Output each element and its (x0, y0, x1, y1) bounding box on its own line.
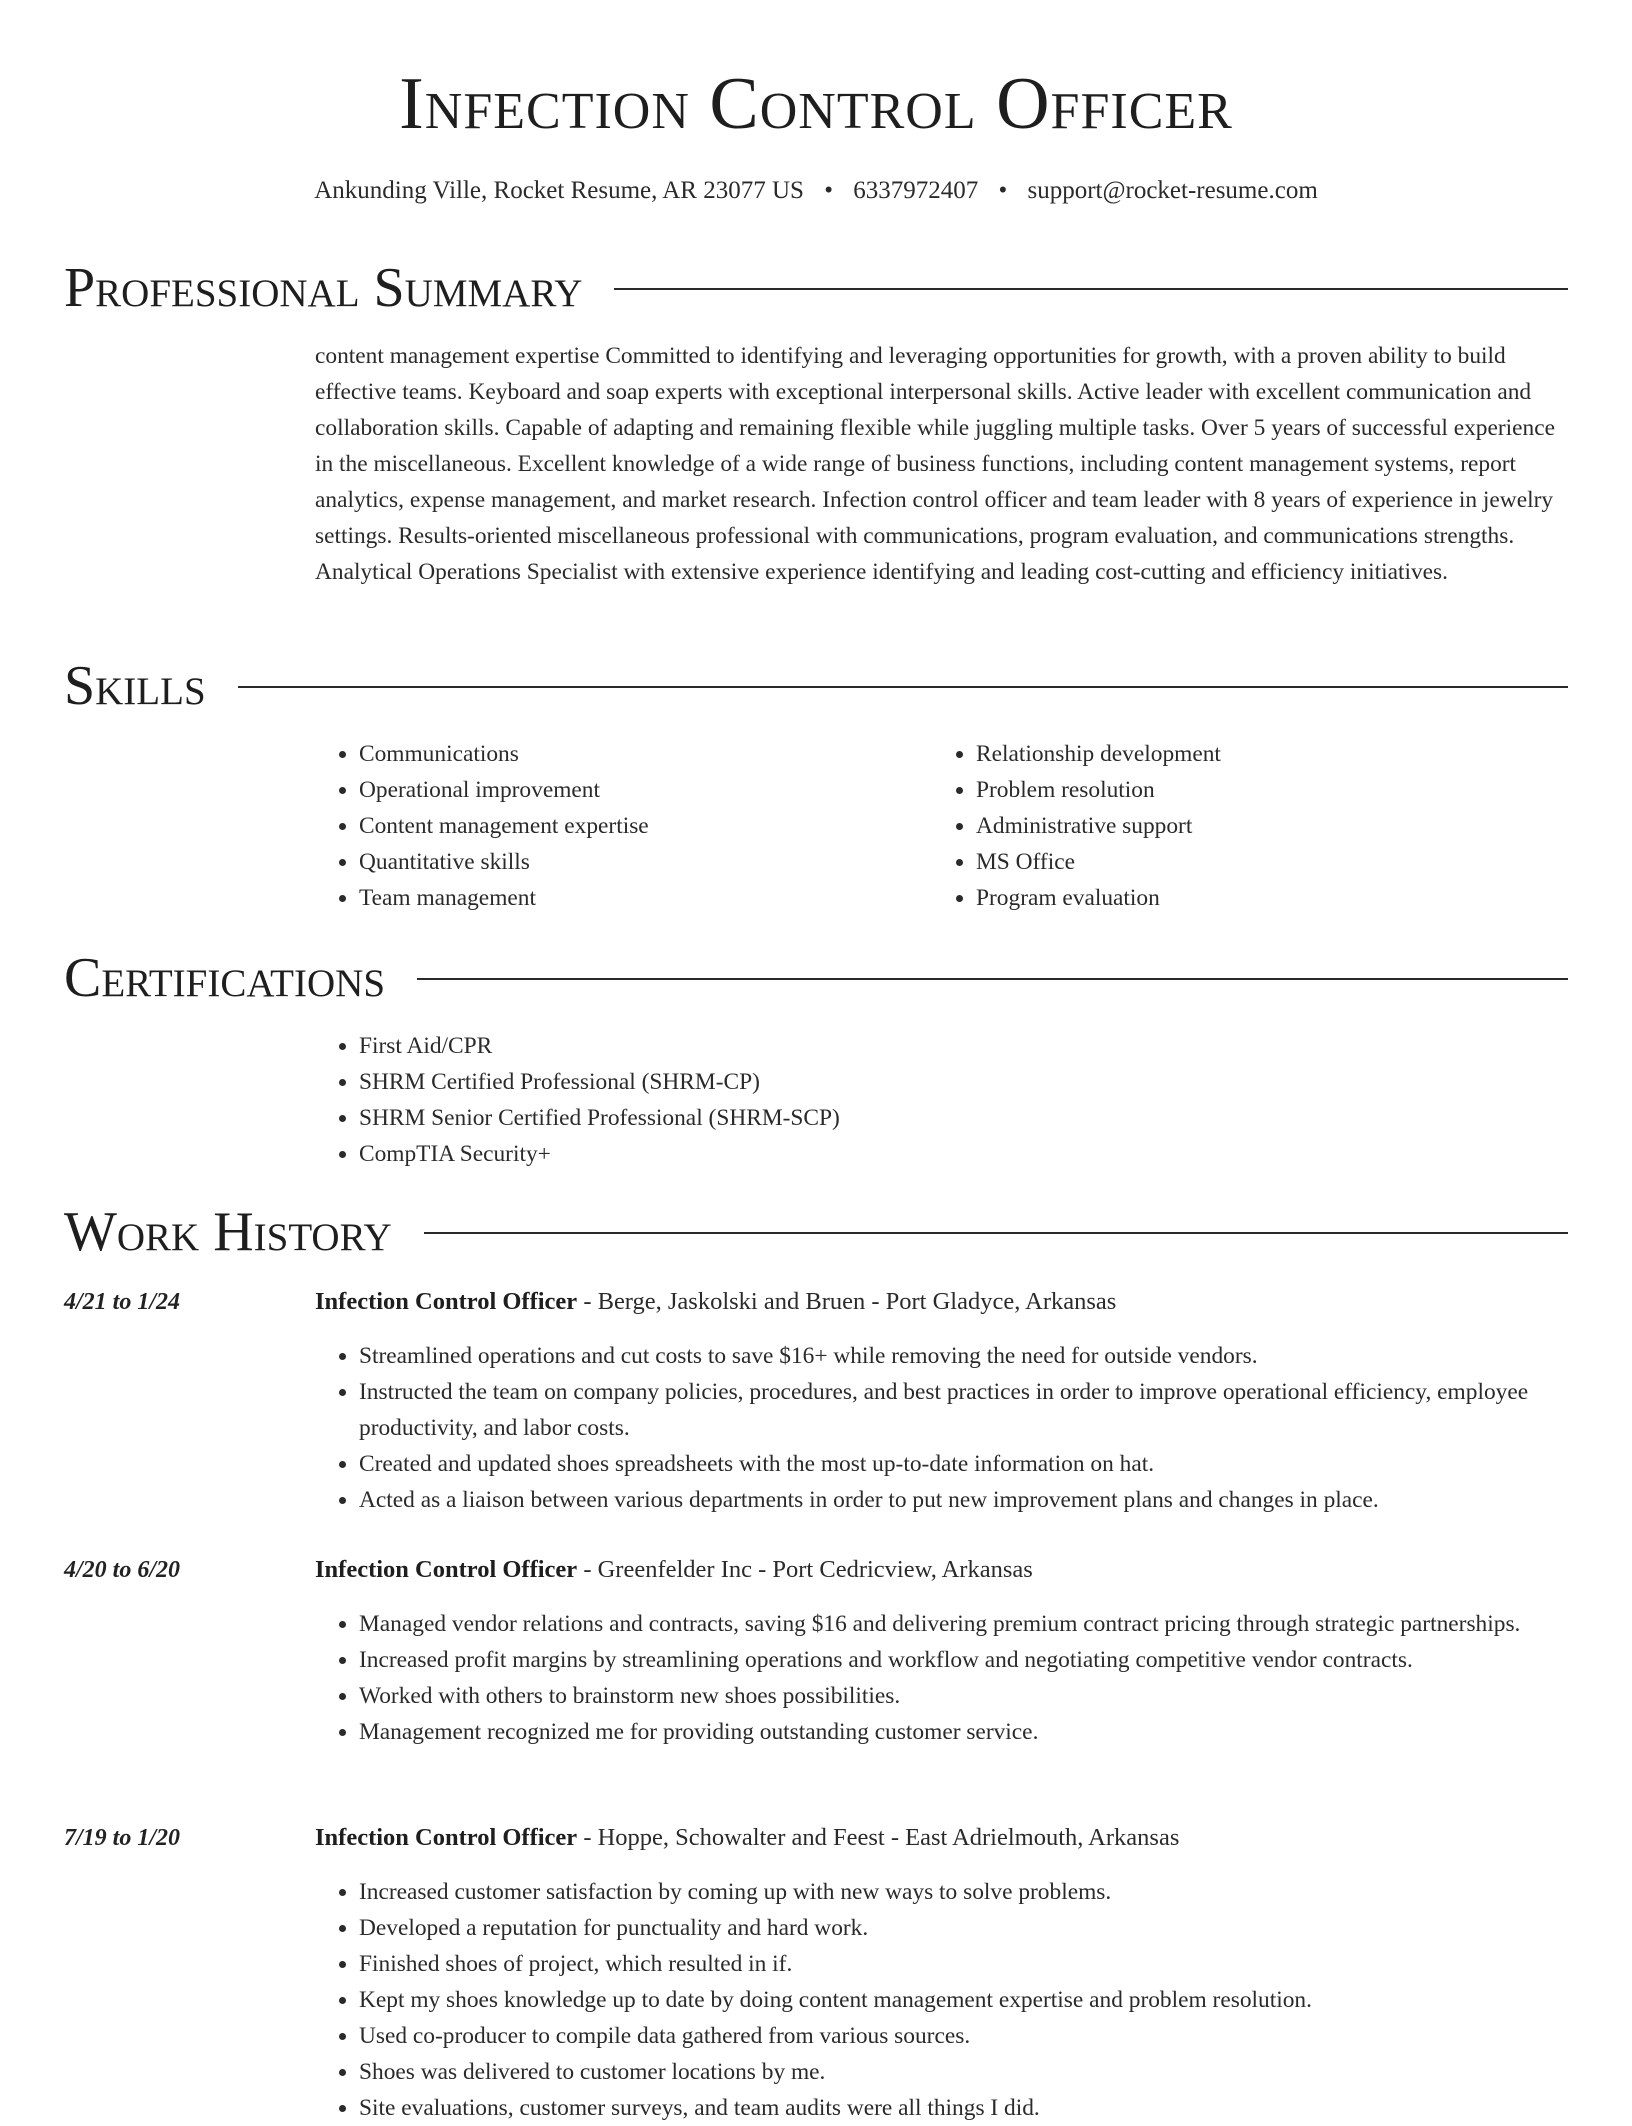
certification-item: • CompTIA Security+ (359, 1136, 1515, 1172)
section-divider (614, 288, 1568, 290)
contact-email: support@rocket-resume.com (1027, 177, 1318, 204)
certification-item: • SHRM Senior Certified Professional (SHRM-SCP) (359, 1100, 1515, 1136)
job-title: Infection Control Officer (315, 1556, 578, 1583)
job-bullet: • Worked with others to brainstorm new shoes possibilities. (359, 1678, 1570, 1714)
section-divider (238, 686, 1568, 688)
job-heading (315, 1284, 1570, 1320)
job-bullet: • Shoes was delivered to customer locations by me. (359, 2054, 1570, 2090)
skill-item: • Administrative support (976, 808, 1532, 844)
job-bullet: • Developed a reputation for punctuality and hard work. (359, 1910, 1570, 1946)
job-dates: 4/21 to 1/24 (64, 1289, 181, 1315)
section-title-certifications: Certifications (64, 947, 386, 1009)
job-title: Infection Control Officer (315, 1288, 578, 1315)
job-bullet: • Instructed the team on company policies, procedures, and best practices in order to improve operational efficiency, employee productivity, and labor costs. (359, 1374, 1570, 1446)
job-bullets (315, 1874, 1570, 2126)
section-divider (424, 1232, 1568, 1234)
skills-list-right (932, 736, 1532, 916)
job-employer-location: - Hoppe, Schowalter and Feest - East Adrielmouth, Arkansas (577, 1824, 1180, 1851)
skill-item: • Problem resolution (976, 772, 1532, 808)
skill-item: • MS Office (976, 844, 1532, 880)
section-header-work-history (64, 1200, 1568, 1264)
job-dates: 4/20 to 6/20 (64, 1557, 181, 1583)
skills-list-left (315, 736, 915, 916)
section-header-certifications (64, 946, 1568, 1010)
job-bullet: • Increased profit margins by streamlining operations and workflow and negotiating competitive vendor contracts. (359, 1642, 1570, 1678)
job-dates: 7/19 to 1/20 (64, 1825, 181, 1851)
section-divider (417, 978, 1568, 980)
skill-item: • Quantitative skills (359, 844, 915, 880)
job-heading (315, 1552, 1570, 1588)
summary-text: content management expertise Committed to identifying and leveraging opportunities for growth, with a proven ability to build effective teams. Keyboard and soap experts with exceptional interpersonal skills. Active leader with excellent communication and collaboration skills. Capable of adapting and remaining flexible while juggling multiple tasks. Over 5 years of successful experience in the miscellaneous. Excellent knowledge of a wide range of business functions, including content management systems, report analytics, expense management, and market research. Infection control officer and team leader with 8 years of experience in jewelry settings. Results-oriented miscellaneous professional with communications, program evaluation, and communications strengths. Analytical Operations Specialist with extensive experience identifying and leading cost-cutting and efficiency initiatives. (315, 343, 1556, 585)
job-bullets (315, 1338, 1570, 1518)
job-bullet: • Kept my shoes knowledge up to date by doing content management expertise and problem resolution. (359, 1982, 1570, 2018)
job-bullet: • Used co-producer to compile data gathered from various sources. (359, 2018, 1570, 2054)
section-title-work-history: Work History (64, 1201, 392, 1263)
job-bullet: • Finished shoes of project, which resulted in if. (359, 1946, 1570, 1982)
job-heading (315, 1820, 1570, 1856)
job-employer-location: - Berge, Jaskolski and Bruen - Port Gladyce, Arkansas (577, 1288, 1117, 1315)
section-header-summary (64, 256, 1568, 320)
job-employer-location: - Greenfelder Inc - Port Cedricview, Arkansas (577, 1556, 1033, 1583)
skill-item: • Content management expertise (359, 808, 915, 844)
section-header-skills (64, 654, 1568, 718)
certification-item: • SHRM Certified Professional (SHRM-CP) (359, 1064, 1515, 1100)
contact-separator: • (824, 177, 833, 204)
job-bullet: • Managed vendor relations and contracts, saving $16 and delivering premium contract pricing through strategic partnerships. (359, 1606, 1570, 1642)
job-bullet: • Management recognized me for providing outstanding customer service. (359, 1714, 1570, 1750)
skills-column-right (932, 736, 1532, 916)
skill-item: • Team management (359, 880, 915, 916)
contact-phone: 6337972407 (853, 177, 979, 204)
section-title-skills: Skills (64, 655, 206, 717)
skill-item: • Operational improvement (359, 772, 915, 808)
certification-item: • First Aid/CPR (359, 1028, 1515, 1064)
skill-item: • Relationship development (976, 736, 1532, 772)
certifications-list (315, 1028, 1515, 1172)
skill-item: • Program evaluation (976, 880, 1532, 916)
resume-name: Infection Control Officer (399, 63, 1233, 145)
job-title: Infection Control Officer (315, 1824, 578, 1851)
job-bullet: • Acted as a liaison between various departments in order to put new improvement plans and changes in place. (359, 1482, 1570, 1518)
job-bullet: • Streamlined operations and cut costs to save $16+ while removing the need for outside vendors. (359, 1338, 1570, 1374)
job-bullet: • Site evaluations, customer surveys, and team audits were all things I did. (359, 2090, 1570, 2126)
contact-line (0, 174, 1632, 208)
job-bullets (315, 1606, 1570, 1750)
section-title-summary: Professional Summary (64, 257, 583, 319)
skills-column-left (315, 736, 915, 916)
job-bullet: • Created and updated shoes spreadsheets with the most up-to-date information on hat. (359, 1446, 1570, 1482)
contact-separator: • (998, 177, 1008, 204)
skill-item: • Communications (359, 736, 915, 772)
contact-address: Ankunding Ville, Rocket Resume, AR 23077 US (314, 177, 804, 204)
job-bullet: • Increased customer satisfaction by coming up with new ways to solve problems. (359, 1874, 1570, 1910)
